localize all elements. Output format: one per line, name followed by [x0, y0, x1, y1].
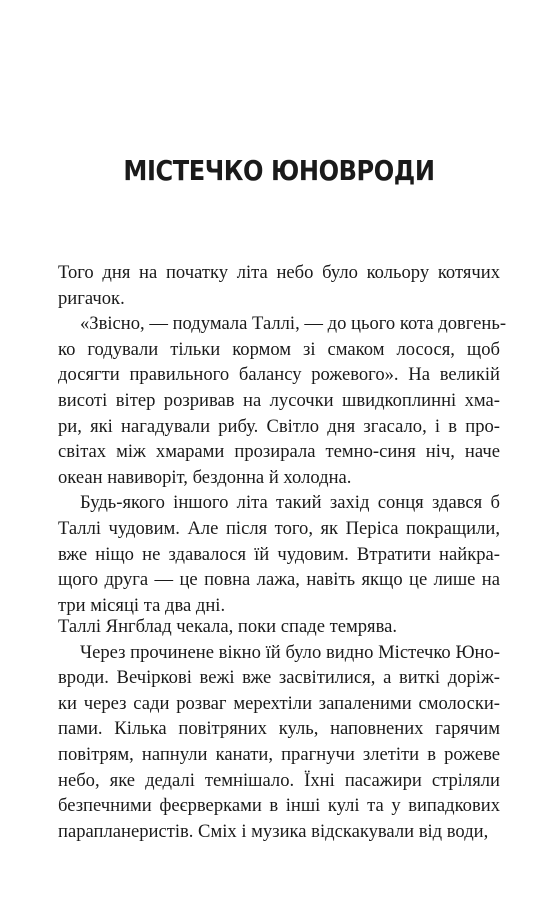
- paragraph: [58, 260, 500, 311]
- text-line: ко годували тільки кормом зі смаком лосося, щоб: [58, 338, 500, 360]
- text-line: небо, яке дедалі темнішало. Їхні пасажири стріляли: [58, 769, 500, 791]
- text-line: повітрям, напнули канати, прагнучи злетіти в рожеве: [58, 743, 500, 765]
- text-line: вроди. Вечіркові вежі вже засвітилися, а виткі доріж-: [58, 667, 500, 689]
- text-line: Того дня на початку літа небо було кольору котячих: [58, 262, 500, 283]
- paragraph: [58, 614, 500, 640]
- text-line: парапланеристів. Сміх і музика відскакували від води,: [58, 820, 489, 842]
- text-line: ригачок.: [58, 287, 125, 309]
- text-line: ки через сади розваг мерехтіли запаленими смолоски-: [58, 692, 500, 714]
- text-line: досягти правильного балансу рожевого». На великій: [58, 364, 500, 386]
- text-line: щого друга — це повна лажа, навіть якщо це лише на: [58, 569, 500, 591]
- text-line: висоті вітер розривав на лусочки швидкоплинні хма-: [58, 389, 500, 411]
- text-line: «Звісно, — подумала Таллі, — до цього кота довгень-: [80, 313, 507, 335]
- text-line: вже ніщо не здавалося їй чудовим. Втратити найкра-: [58, 543, 500, 565]
- text-line: три місяці та два дні.: [58, 594, 226, 616]
- text-line: Таллі чудовим. Але після того, як Періса покращили,: [58, 517, 500, 539]
- text-line: пами. Кілька повітряних куль, наповнених гарячим: [58, 718, 500, 740]
- book-page: [58, 0, 507, 903]
- text-line: безпечними феєрверками в інші кулі та у випадкових: [58, 795, 500, 817]
- text-section-1: [58, 260, 507, 618]
- text-line: океан навиворіт, бездонна й холодна.: [58, 466, 352, 488]
- text-line: Через прочинене вікно їй було видно Містечко Юно-: [80, 641, 500, 663]
- paragraph: [58, 490, 500, 618]
- text-line: світах між хмарами прозирала темно-синя ніч, наче: [58, 441, 500, 463]
- paragraph: [58, 311, 507, 490]
- chapter-title: МІСТЕЧКО ЮНОВРОДИ: [123, 154, 435, 187]
- text-line: Будь-якого іншого літа такий захід сонця здався б: [80, 492, 500, 514]
- text-line: ри, які нагадували рибу. Світло дня згасало, і в про-: [58, 415, 500, 437]
- paragraph: [58, 640, 500, 845]
- text-line: Таллі Янгблад чекала, поки спаде темрява.: [58, 616, 398, 637]
- text-section-2: [58, 614, 500, 844]
